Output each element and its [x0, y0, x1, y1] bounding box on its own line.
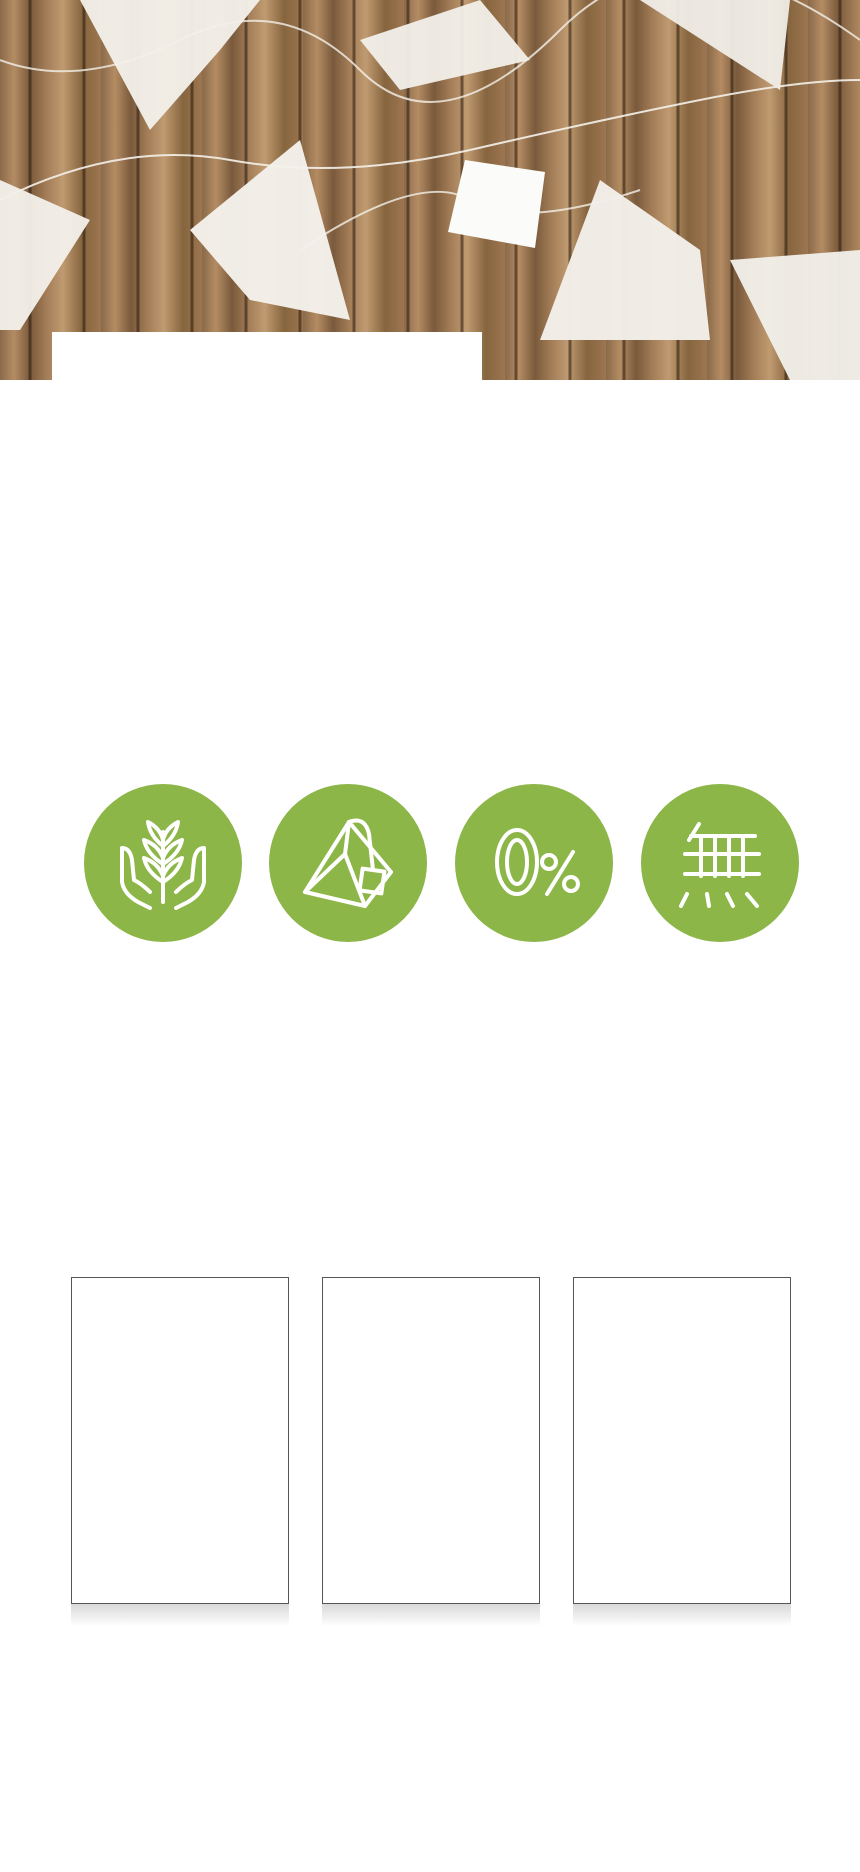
- document-shadow: [573, 1604, 791, 1626]
- certificate-document: [573, 1277, 791, 1604]
- certificate-document: [71, 1277, 289, 1604]
- feature-list: [70, 784, 790, 1104]
- intro-text: [70, 608, 830, 630]
- sprout-hands-icon: [84, 784, 242, 942]
- feature-pla-material: [68, 784, 258, 964]
- certificate-document: [322, 1277, 540, 1604]
- feature-odorless: [625, 784, 815, 964]
- document-shadow: [71, 1604, 289, 1626]
- feature-transparent-mesh: [253, 784, 443, 964]
- feature-zero: [439, 784, 629, 964]
- teabag-icon: [269, 784, 427, 942]
- hero-image: [0, 0, 860, 380]
- document-shadow: [322, 1604, 540, 1626]
- mu-character-icon: [641, 784, 799, 942]
- zero-percent-icon: [455, 784, 613, 942]
- headline-backdrop: [52, 332, 482, 380]
- teabags-illustration: [0, 0, 860, 380]
